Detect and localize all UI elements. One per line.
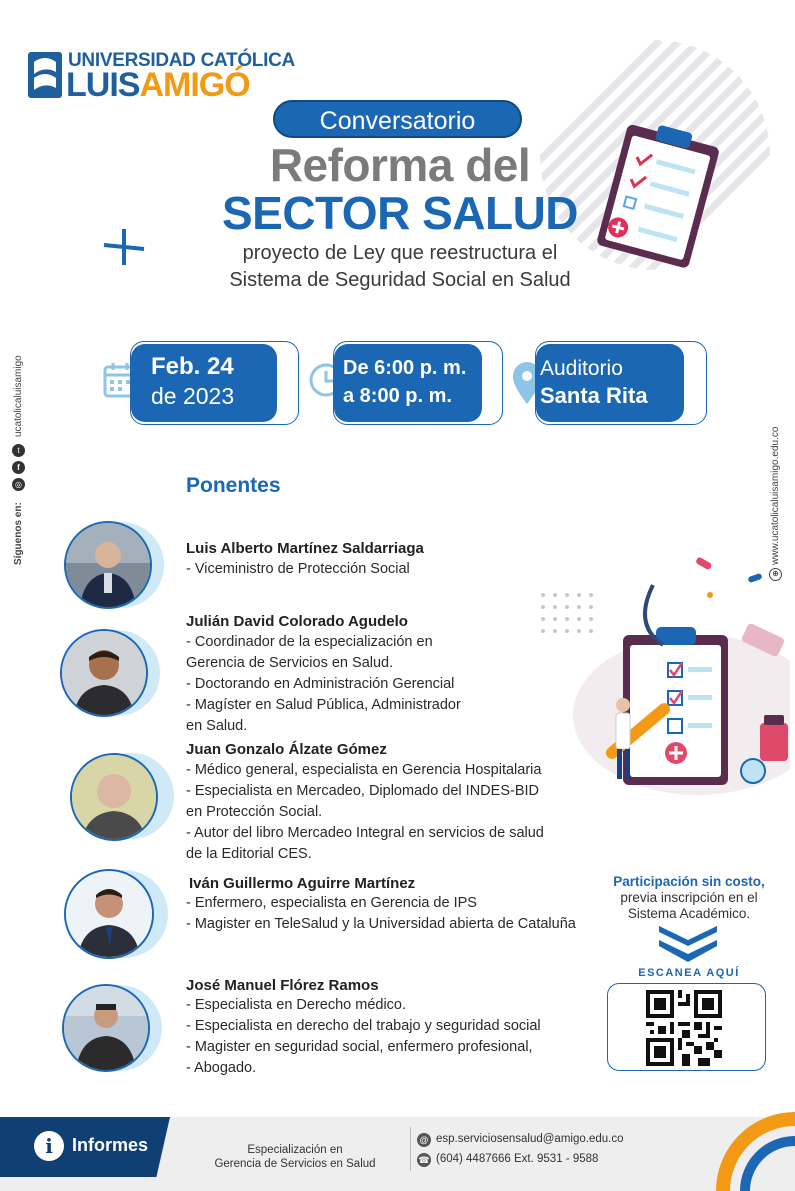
logo-line2: LUISAMIGÓ bbox=[66, 66, 250, 104]
clipboard-icon bbox=[585, 118, 725, 278]
speaker-details-4: - Enfermero, especialista en Gerencia de IPS - Magister en TeleSalud y la Universidad abierta de Cataluña bbox=[186, 895, 576, 932]
ponentes-heading: Ponentes bbox=[186, 474, 281, 497]
title-line1: Reforma del bbox=[269, 139, 531, 191]
date-box-inner bbox=[131, 344, 277, 422]
social-handle: ucatolicaluisamigo bbox=[13, 355, 24, 437]
scan-label: ESCANEA AQUÍ bbox=[638, 967, 740, 979]
event-year: de 2023 bbox=[151, 383, 235, 409]
speaker-avatar-3 bbox=[70, 753, 158, 841]
cross-decoration-icon bbox=[102, 225, 146, 269]
twitter-icon[interactable]: t bbox=[12, 444, 25, 457]
corner-arc-decoration bbox=[715, 1110, 795, 1191]
place-box-inner bbox=[536, 344, 684, 422]
university-logo bbox=[28, 50, 295, 104]
speaker-avatar-1 bbox=[64, 521, 152, 609]
speaker-avatar-5 bbox=[62, 984, 150, 1072]
conversatorio-pill: Conversatorio bbox=[273, 100, 522, 138]
info-icon: i bbox=[34, 1131, 64, 1161]
subtitle: proyecto de Ley que reestructura el Sistema de Seguridad Social en Salud bbox=[229, 242, 571, 291]
time-box-inner bbox=[334, 344, 482, 422]
contact-phone[interactable]: (604) 4487666 Ext. 9531 - 9588 bbox=[436, 1153, 599, 1165]
website-url[interactable]: www.ucatolicaluisamigo.edu.co bbox=[770, 426, 781, 565]
globe-icon: ⊕ bbox=[769, 568, 782, 581]
footer-divider bbox=[410, 1127, 411, 1171]
speaker-details-1: - Viceministro de Protección Social bbox=[186, 561, 410, 577]
social-follow bbox=[10, 340, 30, 570]
chevron-down-icon bbox=[657, 924, 719, 964]
title-line2: SECTOR SALUD bbox=[221, 187, 579, 239]
speaker-details-5: - Especialista en Derecho médico. - Especialista en derecho del trabajo y seguridad social - Magister en seguridad social, enfermero profesional, - Abogado. bbox=[186, 997, 541, 1076]
speaker-name-1: Luis Alberto Martínez Saldarriaga bbox=[186, 540, 424, 557]
instagram-icon[interactable]: ◎ bbox=[12, 478, 25, 491]
medical-illustration bbox=[538, 555, 790, 795]
event-place-line2: Santa Rita bbox=[540, 383, 648, 408]
informes-label: Informes bbox=[72, 1135, 149, 1155]
qr-code-box[interactable] bbox=[607, 983, 766, 1071]
speaker-details-3: - Médico general, especialista en Gerencia Hospitalaria - Especialista en Mercadeo, Diplomado del INDES-BID en Protección Social. - Autor del libro Mercadeo Integral en servicios de salud de la Editorial CES. bbox=[186, 762, 544, 862]
follow-label: Síguenos en: bbox=[13, 502, 24, 565]
speaker-avatar-2 bbox=[60, 629, 148, 717]
program-name: Especialización en Gerencia de Servicios en Salud bbox=[214, 1144, 376, 1170]
speaker-name-5: José Manuel Flórez Ramos bbox=[186, 977, 379, 994]
speaker-name-3: Juan Gonzalo Álzate Gómez bbox=[186, 741, 387, 758]
speaker-name-4: Iván Guillermo Aguirre Martínez bbox=[189, 875, 416, 892]
logo-shield-icon bbox=[28, 52, 62, 98]
contact-email[interactable]: esp.serviciosensalud@amigo.edu.co bbox=[436, 1133, 624, 1145]
event-time-start: De 6:00 p. m. bbox=[343, 357, 467, 379]
speaker-name-2: Julián David Colorado Agudelo bbox=[186, 613, 408, 630]
phone-icon: ☎ bbox=[418, 1155, 430, 1165]
email-icon: @ bbox=[417, 1133, 431, 1147]
event-time-end: a 8:00 p. m. bbox=[343, 385, 452, 407]
qr-code-icon[interactable] bbox=[646, 990, 722, 1066]
registration-info: Participación sin costo, previa inscripción en el Sistema Académico. bbox=[613, 874, 765, 921]
facebook-icon[interactable]: f bbox=[12, 461, 25, 474]
logo-line1: UNIVERSIDAD CATÓLICA bbox=[68, 50, 295, 71]
event-place-line1: Auditorio bbox=[540, 357, 623, 380]
speaker-avatar-4 bbox=[64, 869, 154, 959]
event-date: Feb. 24 bbox=[151, 353, 234, 380]
speaker-details-2: - Coordinador de la especialización en Gerencia de Servicios en Salud. - Doctorando en Administración Gerencial - Magíster en Salud Pública, Administrador en Salud. bbox=[186, 634, 461, 734]
